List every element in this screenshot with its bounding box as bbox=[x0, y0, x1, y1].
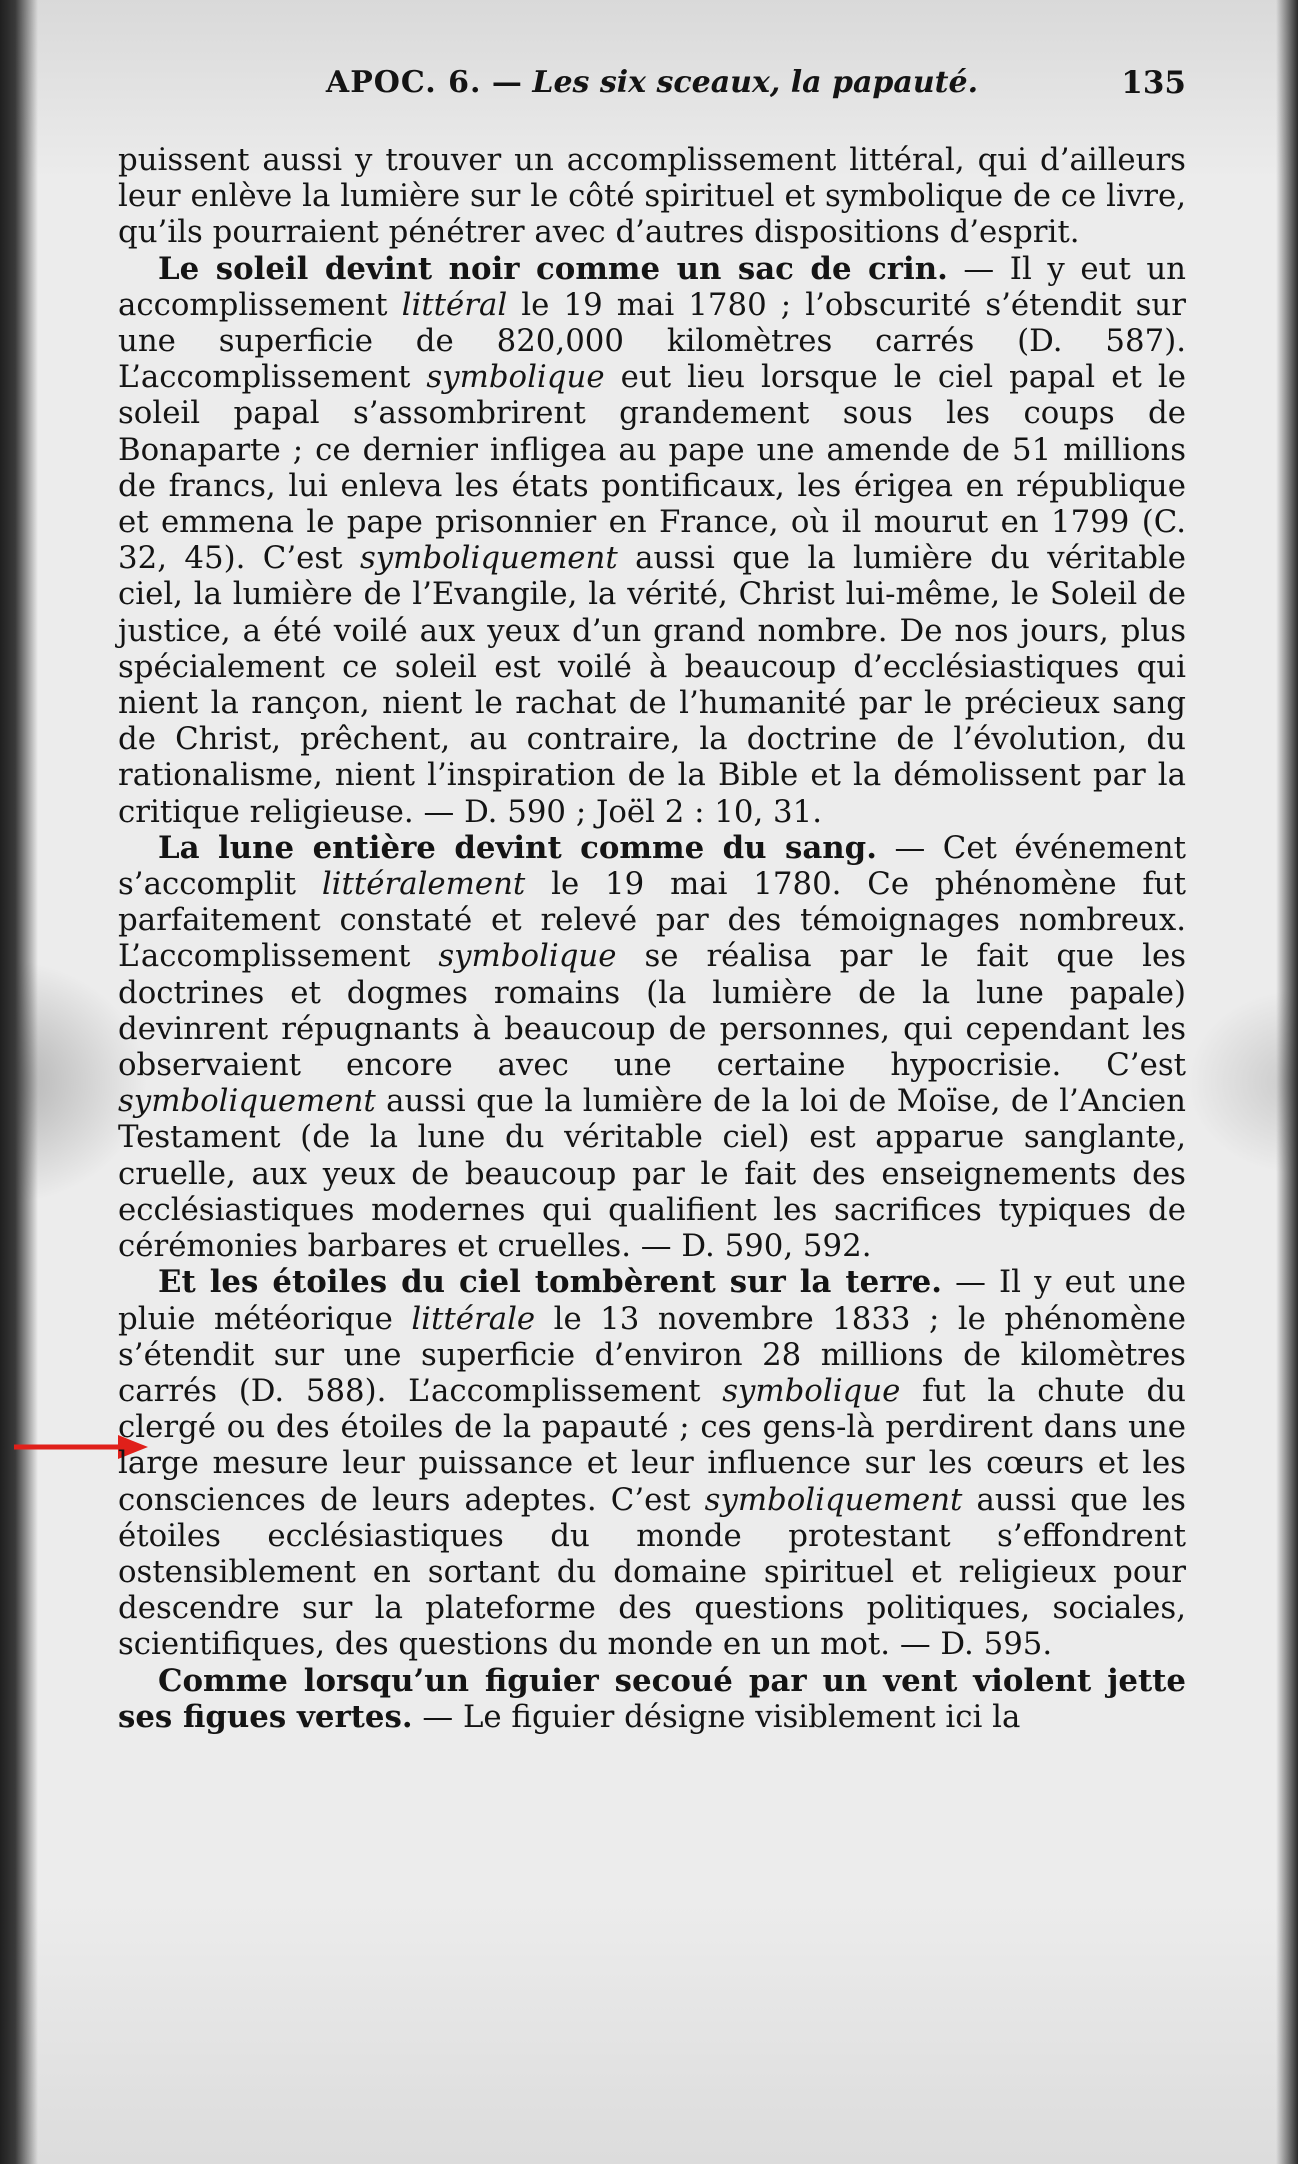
paragraph bbox=[118, 1264, 1186, 1662]
text-run: aussi que les étoiles ecclésiastiques du monde protestant s’effondrent ostensiblement en sortant du domaine spirituel et religieux pour descendre sur la plateforme des questions politiques, sociales, scientifiques, des questions du monde en un mot. — D. 595. bbox=[118, 1481, 1186, 1663]
text-run: le 13 novembre 1833 ; le phénomène s’étendit sur une superficie d’environ 28 millions de kilomètres carrés (D. 588). L’accomplissement bbox=[118, 1300, 1186, 1409]
text-run: se réalisa par le fait que les doctrines et dogmes romains (la lumière de la lune papale) devinrent répugnants à beaucoup de personnes, qui cependant les observaient encore avec une certaine hypocrisie. C’est bbox=[118, 938, 1186, 1084]
text-run: eut lieu lorsque le ciel papal et le soleil papal s’assombrirent grandement sous les coups de Bonaparte ; ce dernier infligea au pape une amende de 51 millions de francs, lui enleva les états pontificaux, les érigea en république et emmena le pape prisonnier en France, où il mourut en 1799 (C. 32, 45). C’est bbox=[118, 359, 1186, 577]
emphasis: symboliquement bbox=[704, 1481, 963, 1518]
chapter-reference: APOC. 6. bbox=[325, 65, 482, 100]
verse-heading: Comme lorsqu’un figuier secoué par un vent violent jette ses figues vertes. bbox=[118, 1662, 1186, 1735]
paragraph bbox=[118, 142, 1186, 251]
text-run: — Il y eut une pluie météorique bbox=[118, 1264, 1186, 1337]
emphasis: symbolique bbox=[438, 938, 617, 975]
section-subject: Les six sceaux, la papauté. bbox=[532, 65, 979, 100]
emphasis: symbolique bbox=[426, 359, 605, 396]
verse-heading: La lune entière devint comme du sang. bbox=[158, 829, 877, 866]
running-header bbox=[118, 58, 1186, 108]
emphasis: littéralement bbox=[321, 866, 526, 903]
emphasis: littérale bbox=[411, 1300, 536, 1337]
verse-heading: Le soleil devint noir comme un sac de crin. bbox=[158, 250, 948, 287]
paragraph bbox=[118, 1663, 1186, 1735]
text-run: le 19 mai 1780 ; l’obscurité s’étendit sur une superficie de 820,000 kilomètres carrés (D. 587). L’accomplissement bbox=[118, 286, 1186, 396]
page-edge-shadow bbox=[1276, 0, 1298, 2164]
title-separator: — bbox=[481, 65, 533, 100]
running-title bbox=[118, 58, 1186, 108]
page-binding-shadow bbox=[0, 0, 38, 2164]
text-run: puissent aussi y trouver un accomplissement littéral, qui d’ailleurs leur enlève la lumière sur le côté spirituel et symbolique de ce livre, qu’ils pourraient pénétrer avec d’autres dispositions d’esprit. bbox=[118, 142, 1186, 251]
text-run: aussi que la lumière de la loi de Moïse, de l’Ancien Testament (de la lune du véritable ciel) est apparue sanglante, cruelle, aux yeux de beaucoup par le fait des enseignements des ecclésiastiques modernes qui qualifient les sacrifices typiques de cérémonies barbares et cruelles. — D. 590, 592. bbox=[118, 1083, 1186, 1265]
emphasis: littéral bbox=[401, 286, 508, 323]
text-run: — Le figuier désigne visiblement ici la bbox=[412, 1698, 1021, 1735]
emphasis: symbolique bbox=[722, 1372, 901, 1409]
paragraph bbox=[118, 830, 1186, 1264]
page-number: 135 bbox=[1121, 65, 1186, 101]
text-run: — Cet événement s’accomplit bbox=[118, 829, 1186, 903]
text-run: le 19 mai 1780. Ce phénomène fut parfaitement constaté et relevé par des témoignages nombreux. L’accomplissement bbox=[118, 866, 1187, 975]
emphasis: symboliquement bbox=[359, 540, 618, 577]
emphasis: symboliquement bbox=[118, 1083, 376, 1120]
text-run: fut la chute du clergé ou des étoiles de la papauté ; ces gens-là perdirent dans une large mesure leur puissance et leur influence sur les cœurs et les consciences de leurs adeptes. C’est bbox=[118, 1372, 1186, 1518]
text-run: aussi que la lumière du véritable ciel, la lumière de l’Evangile, la vérité, Christ lui-même, le Soleil de justice, a été voilé aux yeux d’un grand nombre. De nos jours, plus spécialement ce soleil est voilé à beaucoup d’ecclésiastiques qui nient la rançon, nient le rachat de l’humanité par le précieux sang de Christ, prêchent, au contraire, la doctrine de l’évolution, du rationalisme, nient l’inspiration de la Bible et la démolissent par la critique religieuse. — D. 590 ; Joël 2 : 10, 31. bbox=[118, 540, 1186, 830]
verse-heading: Et les étoiles du ciel tombèrent sur la terre. bbox=[158, 1264, 942, 1301]
body-text bbox=[118, 142, 1186, 1735]
paragraph bbox=[118, 251, 1186, 830]
text-run: — Il y eut un accomplissement bbox=[118, 250, 1187, 323]
